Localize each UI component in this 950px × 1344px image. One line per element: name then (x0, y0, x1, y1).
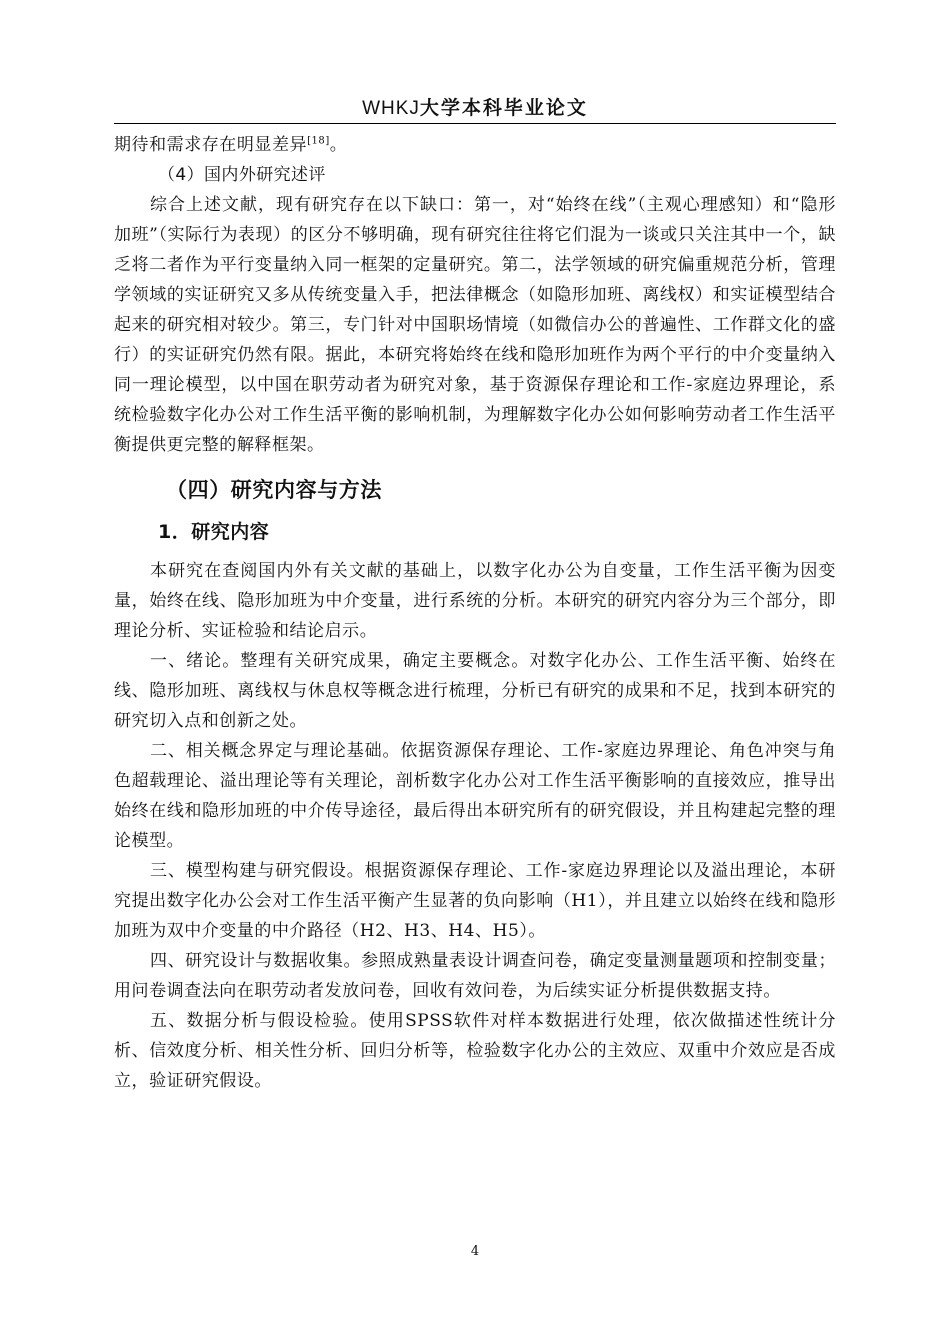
running-header (114, 96, 836, 122)
content-paragraph: 五、数据分析与假设检验。使用SPSS软件对样本数据进行处理，依次做描述性统计分析、信效度分析、相关性分析、回归分析等，检验数字化办公的主效应、双重中介效应是否成立，验证研究假设。 (114, 1011, 836, 1091)
content-paragraph: 四、研究设计与数据收集。参照成熟量表设计调查问卷，确定变量测量题项和控制变量；用问卷调查法向在职劳动者发放问卷，回收有效问卷，为后续实证分析提供数据支持。 (114, 951, 836, 1001)
section-heading: （四）研究内容与方法 (166, 478, 382, 502)
content-paragraph: 三、模型构建与研究假设。根据资源保存理论、工作-家庭边界理论以及溢出理论，本研究提出数字化办公会对工作生活平衡产生显著的负向影响（H1），并且建立以始终在线和隐形加班为双中介变量的中介路径（H2、H3、H4、H5）。 (114, 861, 836, 941)
content-paragraph: 二、相关概念界定与理论基础。依据资源保存理论、工作-家庭边界理论、角色冲突与角色超载理论、溢出理论等有关理论，剖析数字化办公对工作生活平衡影响的直接效应，推导出始终在线和隐形加班的中介传导途径，最后得出本研究所有的研究假设，并且构建起完整的理论模型。 (114, 741, 836, 851)
subsection-heading: 1．研究内容 (158, 521, 270, 543)
continued-paragraph (114, 130, 836, 160)
page-number: 4 (470, 1244, 480, 1259)
header-rule (114, 123, 836, 124)
review-heading: （4）国内外研究述评 (158, 165, 326, 185)
header-code: WHKJ (362, 98, 420, 119)
continued-end: 。 (329, 135, 348, 155)
citation-ref: [18] (307, 135, 330, 147)
page-body (114, 130, 836, 1096)
content-paragraph: 一、绪论。整理有关研究成果，确定主要概念。对数字化办公、工作生活平衡、始终在线、隐形加班、离线权与休息权等概念进行梳理，分析已有研究的成果和不足，找到本研究的研究切入点和创新之处。 (114, 651, 836, 731)
review-paragraph: 综合上述文献，现有研究存在以下缺口：第一，对“始终在线”（主观心理感知）和“隐形加班”（实际行为表现）的区分不够明确，现有研究往往将它们混为一谈或只关注其中一个，缺乏将二者作为平行变量纳入同一框架的定量研究。第二，法学领域的研究偏重规范分析，管理学领域的实证研究又多从传统变量入手，把法律概念（如隐形加班、离线权）和实证模型结合起来的研究相对较少。第三，专门针对中国职场情境（如微信办公的普遍性、工作群文化的盛行）的实证研究仍然有限。据此，本研究将始终在线和隐形加班作为两个平行的中介变量纳入同一理论模型，以中国在职劳动者为研究对象，基于资源保存理论和工作-家庭边界理论，系统检验数字化办公对工作生活平衡的影响机制，为理解数字化办公如何影响劳动者工作生活平衡提供更完整的解释框架。 (114, 195, 836, 455)
header-university: 大学本科毕业论文 (419, 97, 588, 119)
continued-text: 期待和需求存在明显差异 (114, 135, 308, 155)
content-paragraph: 本研究在查阅国内外有关文献的基础上，以数字化办公为自变量，工作生活平衡为因变量，始终在线、隐形加班为中介变量，进行系统的分析。本研究的研究内容分为三个部分，即理论分析、实证检验和结论启示。 (114, 561, 836, 641)
